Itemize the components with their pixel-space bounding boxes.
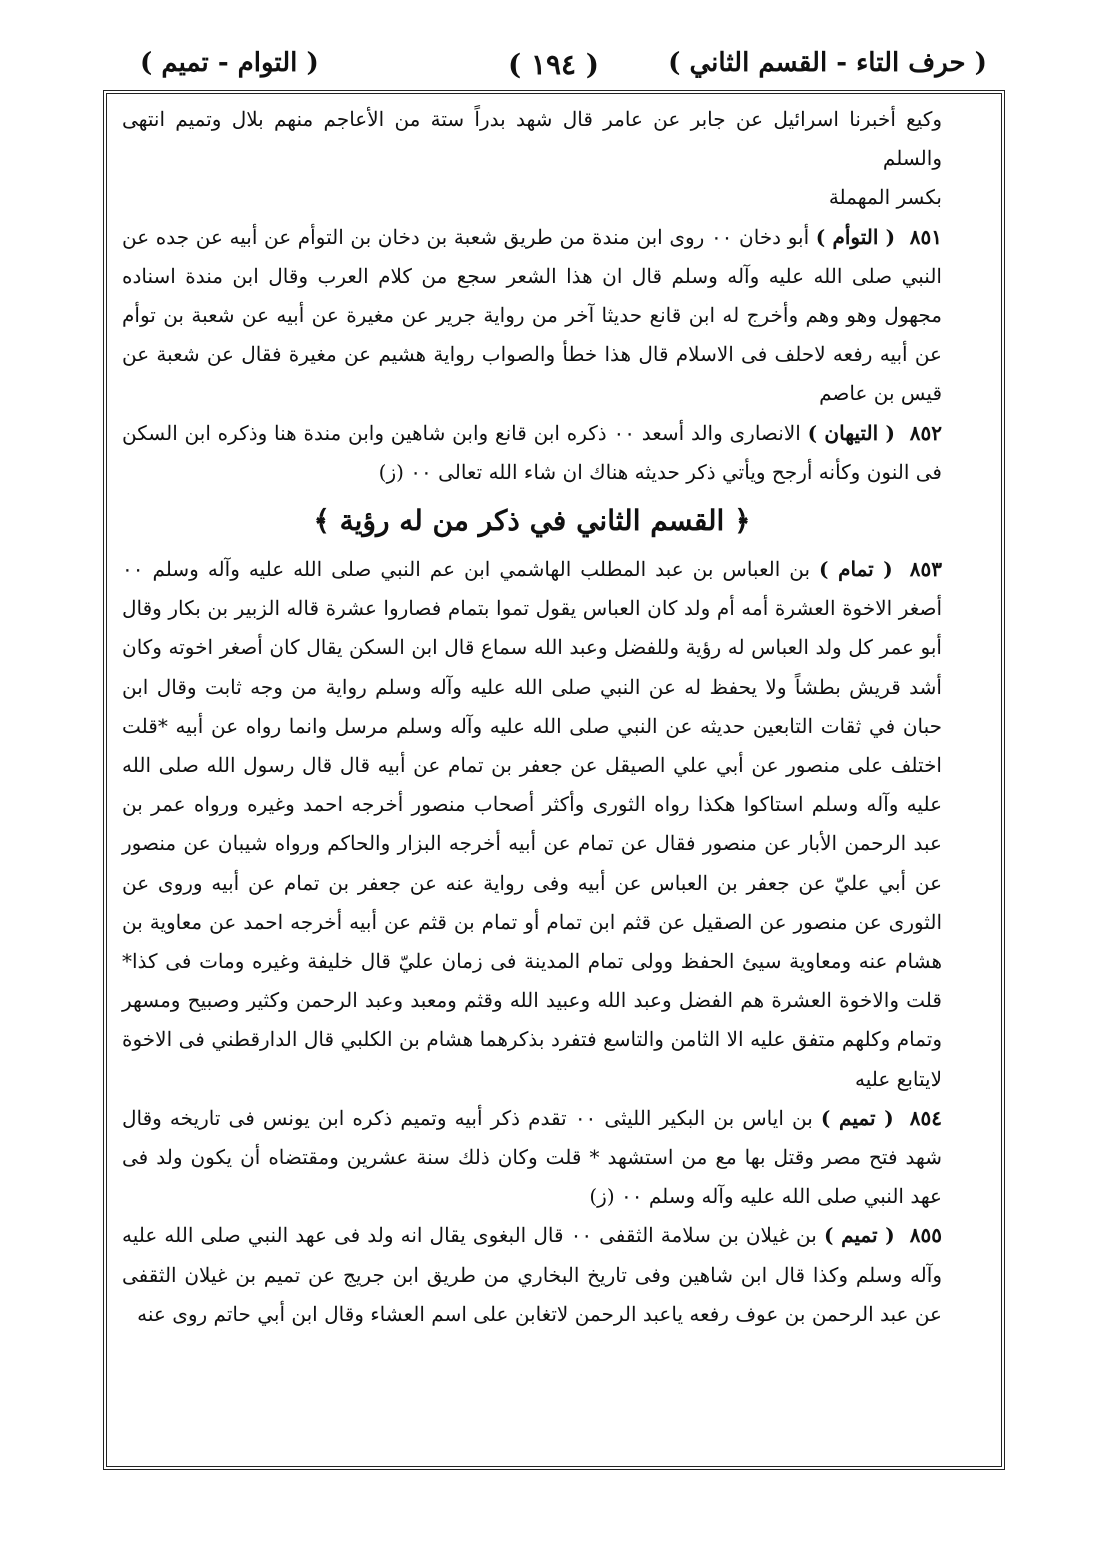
- header-chapter: ( حرف التاء - القسم الثاني ): [668, 48, 987, 78]
- entry-number: ٨٥٢: [909, 420, 943, 445]
- page-number: ( ١٩٤ ): [507, 48, 600, 81]
- section-title: ﴿ القسم الثاني في ذكر من له رؤية ﴾: [313, 504, 751, 538]
- entry-854: [122, 1099, 942, 1217]
- header-topic: ( التوام - تميم ): [140, 48, 319, 78]
- entry-855: [122, 1216, 942, 1334]
- entry-text: بن اياس بن البكير الليثى ٠٠ تقدم ذكر أبيه وتميم ذكره ابن يونس فى تاريخه وقال شهد فتح مصر وقتل بها مع من استشهد * قلت وكان ذلك سنة عشرين ومقتضاه أن يكون ولد فى عهد النبي صلى الله عليه وآله وسلم ٠٠ (ز): [122, 1105, 942, 1209]
- entry-text: أبو دخان ٠٠ روى ابن مندة من طريق شعبة بن دخان بن التوأم عن أبيه عن جده عن النبي صلى الله عليه وآله وسلم قال ان هذا الشعر سجع من كلام العرب وقال ابن مندة اسناده مجهول وهو وهم وأخرج له ابن قانع حديثا آخر من رواية جرير عن مغيرة عن أبيه عن شعبة بن توأم عن أبيه رفعه لاحلف فى الاسلام قال هذا خطأ والصواب رواية هشيم عن مغيرة فقال عن شعبة عن قيس بن عاصم: [122, 224, 942, 406]
- entry-name: ( تميم ): [820, 1105, 894, 1130]
- intro-line: وكيع أخبرنا اسرائيل عن جابر عن عامر قال شهد بدراً ستة من الأعاجم منهم بلال وتميم انتهى والسلم: [122, 107, 942, 171]
- entry-number: ٨٥٥: [909, 1223, 943, 1248]
- entry-name: ( تمام ): [819, 557, 893, 582]
- entry-number: ٨٥٤: [909, 1105, 942, 1130]
- intro-line: بكسر المهملة: [828, 185, 942, 210]
- entry-name: ( تميم ): [823, 1223, 895, 1248]
- entry-text: بن غيلان بن سلامة الثقفى ٠٠ قال البغوى يقال انه ولد فى عهد النبي صلى الله عليه وآله وسلم وكذا قال ابن شاهين وفى تاريخ البخاري من طريق ابن جريج عن تميم بن غيلان الثقفى عن عبد الرحمن بن عوف رفعه ياعبد الرحمن لاتغابن على اسم العشاء وقال ابن أبي حاتم روى عنه: [122, 1223, 942, 1326]
- entry-text: الانصارى والد أسعد ٠٠ ذكره ابن قانع وابن شاهين وابن مندة هنا وذكره ابن السكن فى النون وكأنه أرجح ويأتي ذكر حديثه هناك ان شاء الله تعالى ٠٠ (ز): [122, 420, 942, 484]
- entry-853: [122, 550, 942, 1099]
- entry-852: [122, 414, 942, 492]
- page-header: [100, 44, 1007, 96]
- entry-number: ٨٥١: [909, 224, 942, 249]
- entry-name: ( التيهان ): [807, 420, 895, 445]
- entry-text: بن العباس بن عبد المطلب الهاشمي ابن عم النبي صلى الله عليه وآله وسلم ٠٠ أصغر الاخوة العشرة أمه أم ولد كان العباس يقول تموا بتمام فصاروا عشرة قاله الزبير بن بكار وقال أبو عمر كل ولد العباس له رؤية وللفضل وعبد الله سماع قال ابن السكن يقال كان أصغر اخوته وكان أشد قريش بطشاً ولا يحفظ له عن النبي صلى الله عليه وآله وسلم رواية من وجه ثابت وقال ابن حبان في ثقات التابعين حديثه عن النبي صلى الله عليه وآله وسلم مرسل وانما رواه عن أبيه *قلت اختلف على منصور عن أبي علي الصيقل عن جعفر بن تمام عن أبيه قال قال رسول الله صلى الله عليه وآله وسلم استاكوا هكذا رواه الثورى وأكثر أصحاب منصور أخرجه احمد وغيره ورواه عمر بن عبد الرحمن الأبار عن منصور فقال عن تمام عن أبيه أخرجه البزار والحاكم ورواه شيبان عن منصور عن أبي عليّ عن جعفر بن العباس عن أبيه وفى رواية عنه عن جعفر بن تمام عن أبيه وروى عن الثورى عن منصور عن الصقيل عن قثم ابن تمام أو تمام بن قثم عن أبيه أخرجه احمد عن معاوية بن هشام عنه ومعاوية سيئ الحفظ وولى تمام المدينة فى زمان عليّ قال خليفة وغيره ومات فى كذا* قلت والاخوة العشرة هم الفضل وعبد الله وعبيد الله وقثم ومعبد وعبد الرحمن وكثير وصبيح ومسهر وتمام وكلهم متفق عليه الا الثامن والتاسع فتفرد بذكرهما هشام بن الكلبي قال الدارقطني فى الاخوة لايتابع عليه: [122, 557, 942, 1091]
- entry-851: [122, 218, 942, 414]
- entry-name: ( التوأم ): [815, 224, 896, 249]
- page-body: [122, 100, 942, 1334]
- entry-number: ٨٥٣: [909, 557, 943, 582]
